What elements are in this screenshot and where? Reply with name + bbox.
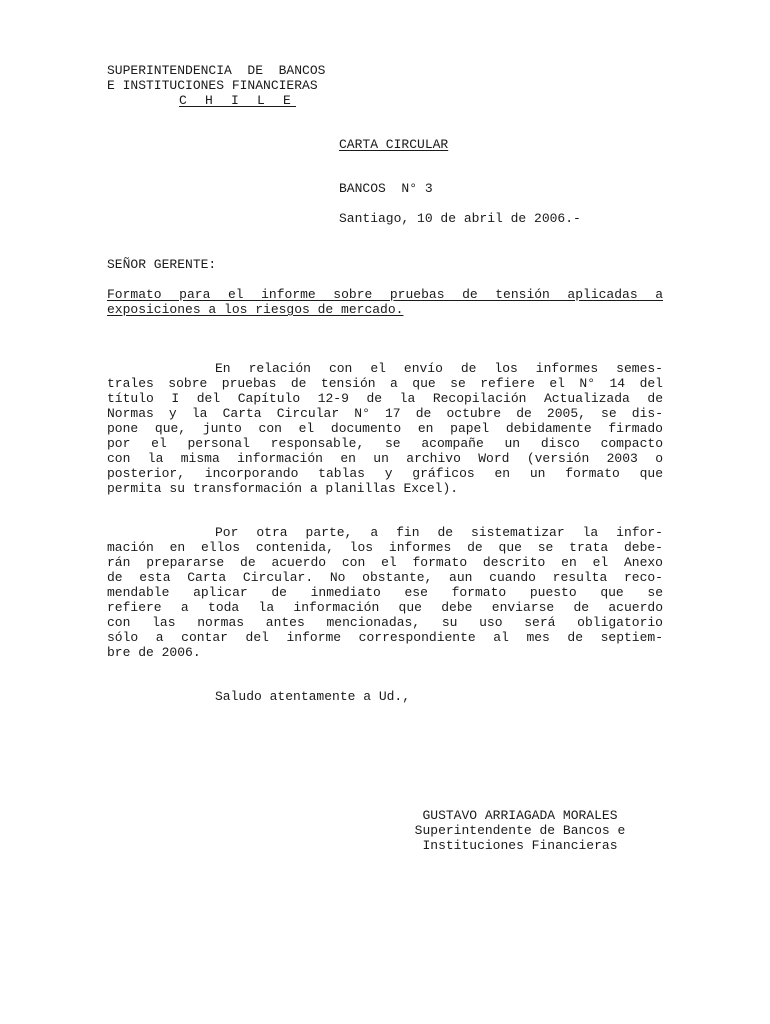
salutation: SEÑOR GERENTE: xyxy=(107,257,217,272)
paragraph-1-line: En relación con el envío de los informes semes- xyxy=(215,361,663,376)
document-title: CARTA CIRCULAR xyxy=(339,137,449,152)
paragraph-2-line: bre de 2006. xyxy=(107,645,201,660)
paragraph-1-line: permita su transformación a planillas Excel). xyxy=(107,481,459,496)
signatory-role-line-1: Superintendente de Bancos e xyxy=(414,823,626,838)
paragraph-1-line: con la misma información en un archivo Word (versión 2003 o xyxy=(107,451,663,466)
subject xyxy=(107,287,663,317)
document-date: Santiago, 10 de abril de 2006.- xyxy=(339,211,581,226)
signatory-name: GUSTAVO ARRIAGADA MORALES xyxy=(422,808,618,823)
paragraph-2-line: refiere a toda la información que debe enviarse de acuerdo xyxy=(107,600,663,615)
subject-line-2: exposiciones a los riesgos de mercado. xyxy=(107,302,404,317)
letterhead-line-1: SUPERINTENDENCIA DE BANCOS xyxy=(107,63,326,78)
paragraph-2-line: mendable aplicar de inmediato ese formato puesto que se xyxy=(107,585,663,600)
paragraph-2-line: con las normas antes mencionadas, su uso será obligatorio xyxy=(107,615,663,630)
signature-block xyxy=(380,808,660,853)
paragraph-2-line: mación en ellos contenida, los informes de que se trata debe- xyxy=(107,540,663,555)
paragraph-1-line: Normas y la Carta Circular N° 17 de octubre de 2005, se dis- xyxy=(107,406,663,421)
paragraph-1-line: título I del Capítulo 12-9 de la Recopilación Actualizada de xyxy=(107,391,663,406)
circular-reference: BANCOS N° 3 xyxy=(339,181,433,196)
letterhead xyxy=(107,63,325,108)
signatory-role-line-2: Instituciones Financieras xyxy=(422,838,618,853)
closing: Saludo atentamente a Ud., xyxy=(215,689,411,704)
paragraph-2-line: Por otra parte, a fin de sistematizar la infor- xyxy=(215,525,663,540)
paragraph-1-line: trales sobre pruebas de tensión a que se refiere el N° 14 del xyxy=(107,376,663,391)
paragraph-1-line: pone que, junto con el documento en papel debidamente firmado xyxy=(107,421,663,436)
paragraph-2-line: sólo a contar del informe correspondiente al mes de septiem- xyxy=(107,630,663,645)
paragraph-1-line: por el personal responsable, se acompañe un disco compacto xyxy=(107,436,663,451)
paragraph-2-line: rán prepararse de acuerdo con el formato descrito en el Anexo xyxy=(107,555,663,570)
paragraph-1-line: posterior, incorporando tablas y gráficos en un formato que xyxy=(107,466,663,481)
letterhead-line-2: E INSTITUCIONES FINANCIERAS xyxy=(107,78,318,93)
paragraph-2-line: de esta Carta Circular. No obstante, aun cuando resulta reco- xyxy=(107,570,663,585)
letterhead-country: C H I L E xyxy=(179,93,297,108)
paragraph-1 xyxy=(107,361,663,496)
subject-line-1: Formato para el informe sobre pruebas de tensión aplicadas a xyxy=(107,287,663,302)
paragraph-2 xyxy=(107,525,663,660)
